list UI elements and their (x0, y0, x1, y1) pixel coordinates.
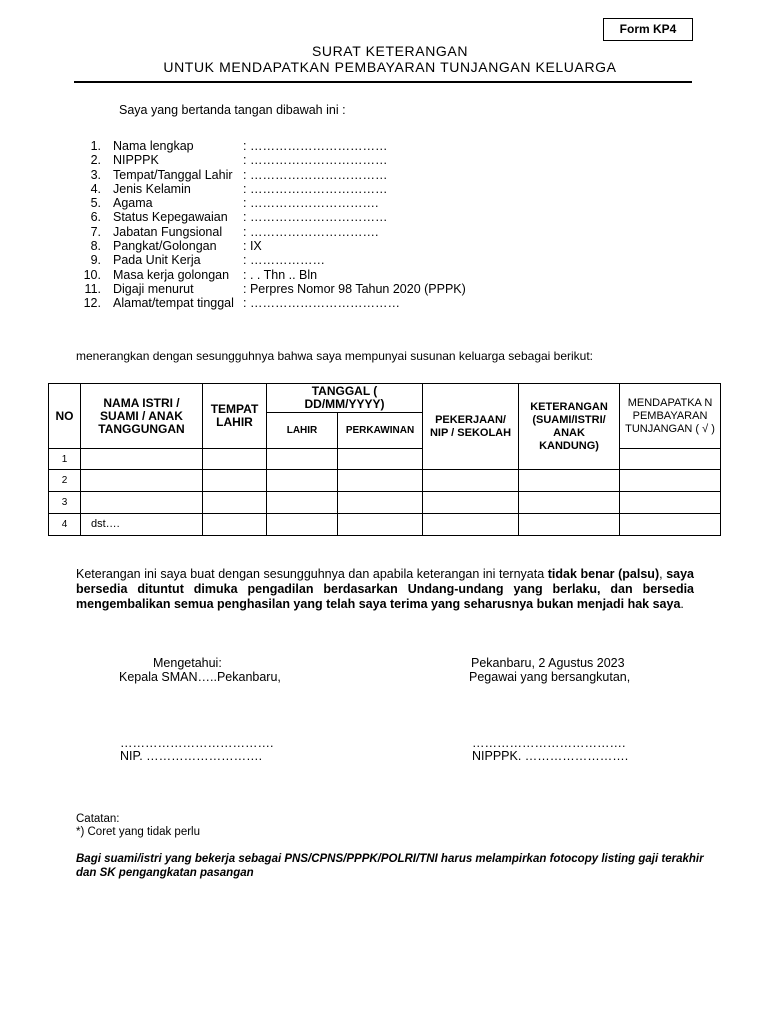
left-sig-title: Kepala SMAN…..Pekanbaru, (119, 670, 281, 684)
field-number: 11. (84, 281, 101, 296)
row-2-keterangan (519, 470, 620, 492)
title-underline (74, 81, 692, 83)
row-2-no: 2 (49, 470, 81, 492)
field-number: 4. (90, 181, 101, 196)
row-2-tempat (203, 470, 267, 492)
row-3-no: 3 (49, 492, 81, 514)
field-number: 9. (90, 253, 101, 268)
row-1-perkawinan (338, 449, 423, 470)
header-lahir: LAHIR (267, 413, 338, 449)
statement-paragraph (76, 567, 694, 612)
note-title: Catatan: (76, 813, 120, 825)
row-4-tempat (203, 514, 267, 536)
right-sig-nipppk: NIPPPK. ……………………. (472, 749, 629, 763)
field-number: 2. (90, 153, 101, 168)
field-label: Pada Unit Kerja (113, 253, 201, 268)
field-label: Alamat/tempat tinggal (113, 296, 234, 311)
field-label: Tempat/Tanggal Lahir (113, 167, 233, 182)
note-strike-instruction: *) Coret yang tidak perlu (76, 826, 201, 838)
field-number: 6. (90, 210, 101, 225)
field-value: : …………………………… (243, 153, 388, 168)
header-pekerjaan: PEKERJAAN/ NIP / SEKOLAH (423, 384, 519, 470)
statement-bold-consequence: saya bersedia dituntut dimuka pengadilan berdasarkan Undang-undang yang berlaku, dan bersedia mengembalikan semua penghasilan yang telah saya terima yang seharusnya bukan menjadi hak saya (76, 567, 694, 611)
header-mendapatkan: MENDAPATKA N PEMBAYARAN TUNJANGAN ( √ ) (620, 384, 721, 449)
field-value: : …………………………… (243, 167, 388, 182)
row-2-nama (81, 470, 203, 492)
field-number: 7. (90, 224, 101, 239)
document-subtitle: UNTUK MENDAPATKAN PEMBAYARAN TUNJANGAN KELUARGA (163, 59, 617, 75)
row-2-pekerjaan (423, 470, 519, 492)
field-value: : …………………………… (243, 181, 388, 196)
family-intro-text: menerangkan dengan sesungguhnya bahwa saya mempunyai susunan keluarga sebagai berikut: (76, 349, 594, 363)
field-label: Jabatan Fungsional (113, 224, 223, 239)
right-sig-title: Pegawai yang bersangkutan, (469, 670, 631, 684)
statement-text: Keterangan ini saya buat dengan sesungguhnya dan apabila keterangan ini ternyata (76, 567, 548, 581)
row-3-nama (81, 492, 203, 514)
family-table (48, 383, 721, 536)
field-number: 10. (83, 267, 101, 282)
field-value: : . . Thn .. Bln (243, 267, 318, 282)
header-nama: NAMA ISTRI / SUAMI / ANAK TANGGUNGAN (81, 384, 203, 449)
row-4-mendapatkan (620, 514, 721, 536)
row-4-perkawinan (338, 514, 423, 536)
field-value: : …………………………. (243, 196, 379, 211)
field-label: NIPPPK (113, 153, 159, 168)
right-sig-place-date: Pekanbaru, 2 Agustus 2023 (471, 656, 625, 670)
statement-end: . (680, 597, 684, 611)
row-1-mendapatkan (620, 449, 721, 470)
row-4-keterangan (519, 514, 620, 536)
field-value: : Perpres Nomor 98 Tahun 2020 (PPPK) (243, 281, 466, 296)
field-value: : ……………………………… (243, 296, 400, 311)
header-tempat-lahir: TEMPAT LAHIR (203, 384, 267, 449)
header-tanggal: TANGGAL ( DD/MM/YYYY) (267, 384, 423, 413)
header-no: NO (49, 384, 81, 449)
row-1-no: 1 (49, 449, 81, 470)
row-2-mendapatkan (620, 470, 721, 492)
field-label: Pangkat/Golongan (113, 239, 217, 254)
field-label: Masa kerja golongan (113, 267, 230, 282)
field-number: 3. (90, 167, 101, 182)
field-number: 12. (83, 296, 101, 311)
row-4-nama: dst…. (81, 514, 203, 536)
field-number: 1. (90, 139, 101, 153)
row-3-mendapatkan (620, 492, 721, 514)
field-label: Agama (113, 196, 153, 211)
left-sig-dots: ………………………………. (120, 736, 274, 750)
row-4-no: 4 (49, 514, 81, 536)
note-attachment-requirement: Bagi suami/istri yang bekerja sebagai PNS/CPNS/PPPK/POLRI/TNI harus melampirkan fotocopy listing gaji terakhir dan SK pengangkatan pasangan (76, 853, 704, 879)
row-1-lahir (267, 449, 338, 470)
field-label: Nama lengkap (113, 139, 194, 153)
field-label: Status Kepegawaian (113, 210, 228, 225)
field-label: Digaji menurut (113, 281, 194, 296)
header-perkawinan: PERKAWINAN (338, 413, 423, 449)
statement-comma: , (659, 567, 667, 581)
field-value: : …………………………… (243, 139, 388, 153)
row-3-perkawinan (338, 492, 423, 514)
header-keterangan: KETERANGAN (SUAMI/ISTRI/ ANAK KANDUNG) (519, 384, 620, 470)
row-4-lahir (267, 514, 338, 536)
row-3-keterangan (519, 492, 620, 514)
row-3-pekerjaan (423, 492, 519, 514)
left-sig-mengetahui: Mengetahui: (153, 656, 222, 670)
row-2-perkawinan (338, 470, 423, 492)
field-label: Jenis Kelamin (113, 181, 191, 196)
statement-bold-false: tidak benar (palsu) (547, 567, 660, 581)
field-value: : …………………………… (243, 210, 388, 225)
field-value: : IX (243, 239, 262, 254)
intro-text: Saya yang bertanda tangan dibawah ini : (119, 103, 346, 117)
row-3-lahir (267, 492, 338, 514)
field-value: : …………………………. (243, 224, 379, 239)
row-4-pekerjaan (423, 514, 519, 536)
right-sig-dots: ………………………………. (472, 736, 626, 750)
row-1-nama (81, 449, 203, 470)
field-number: 8. (90, 239, 101, 254)
row-2-lahir (267, 470, 338, 492)
document-title: SURAT KETERANGAN (311, 43, 469, 59)
field-number: 5. (90, 196, 101, 211)
row-1-tempat (203, 449, 267, 470)
left-sig-nip: NIP. ………………………. (120, 749, 263, 763)
field-value: : ……………… (243, 253, 325, 268)
row-3-tempat (203, 492, 267, 514)
form-code-box: Form KP4 (603, 18, 693, 41)
